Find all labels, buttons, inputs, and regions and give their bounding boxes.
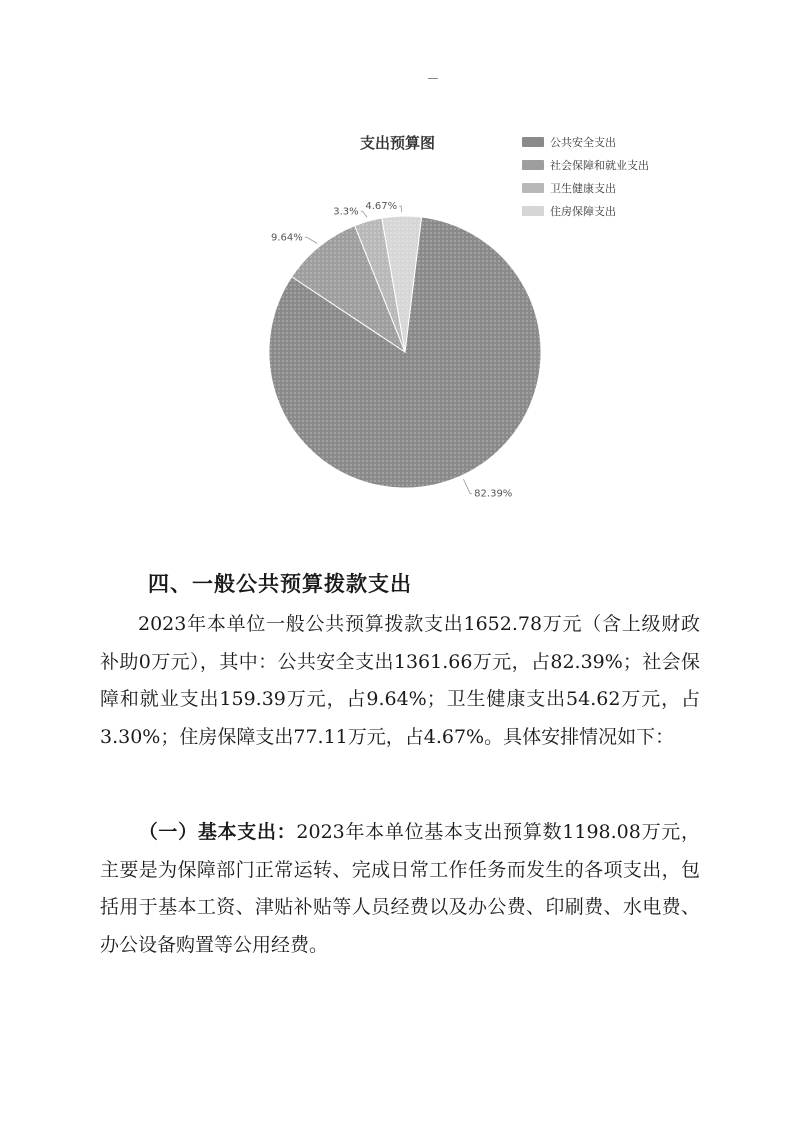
legend-label: 住房保障支出 <box>550 204 616 218</box>
pie-data-label: 3.3% <box>333 206 359 218</box>
pie-leader-line <box>305 237 317 243</box>
paragraph-basic-text: 2023年本单位基本支出预算数1198.08万元，主要是为保障部门正常运转、完成日常工作任务而发生的各项支出，包括用于基本工资、津贴补贴等人员经费以及办公费、印刷费、水电费、办公设备购置等公用经费。 <box>100 821 700 956</box>
pie-leader-line <box>463 479 472 494</box>
section-heading: 四、一般公共预算拨款支出 <box>148 572 412 596</box>
chart-title: 支出预算图 <box>360 134 436 152</box>
legend-label: 卫生健康支出 <box>550 181 616 195</box>
pie-chart-svg <box>230 120 670 500</box>
subsection-lead: （一）基本支出： <box>138 821 297 843</box>
legend-label: 社会保障和就业支出 <box>550 158 649 172</box>
pie-leader-line <box>399 206 401 212</box>
scan-mark <box>428 78 438 79</box>
pie-data-label: 9.64% <box>270 232 303 244</box>
legend-label: 公共安全支出 <box>550 135 616 149</box>
pie-leader-line <box>361 211 367 217</box>
paragraph-allocation-text: 2023年本单位一般公共预算拨款支出1652.78万元（含上级财政补助0万元），其中：公共安全支出1361.66万元，占82.39%；社会保障和就业支出159.39万元，占9.64%；卫生健康支出54.62万元，占3.30%；住房保障支出77.11万元，占4.67%。具体安排情况如下： <box>100 613 700 748</box>
pie-chart <box>230 120 670 500</box>
paragraph-basic-expenditure <box>100 814 700 964</box>
paragraph-allocation <box>100 606 700 756</box>
pie-data-label: 4.67% <box>365 201 398 213</box>
pie-data-label: 82.39% <box>474 488 513 500</box>
